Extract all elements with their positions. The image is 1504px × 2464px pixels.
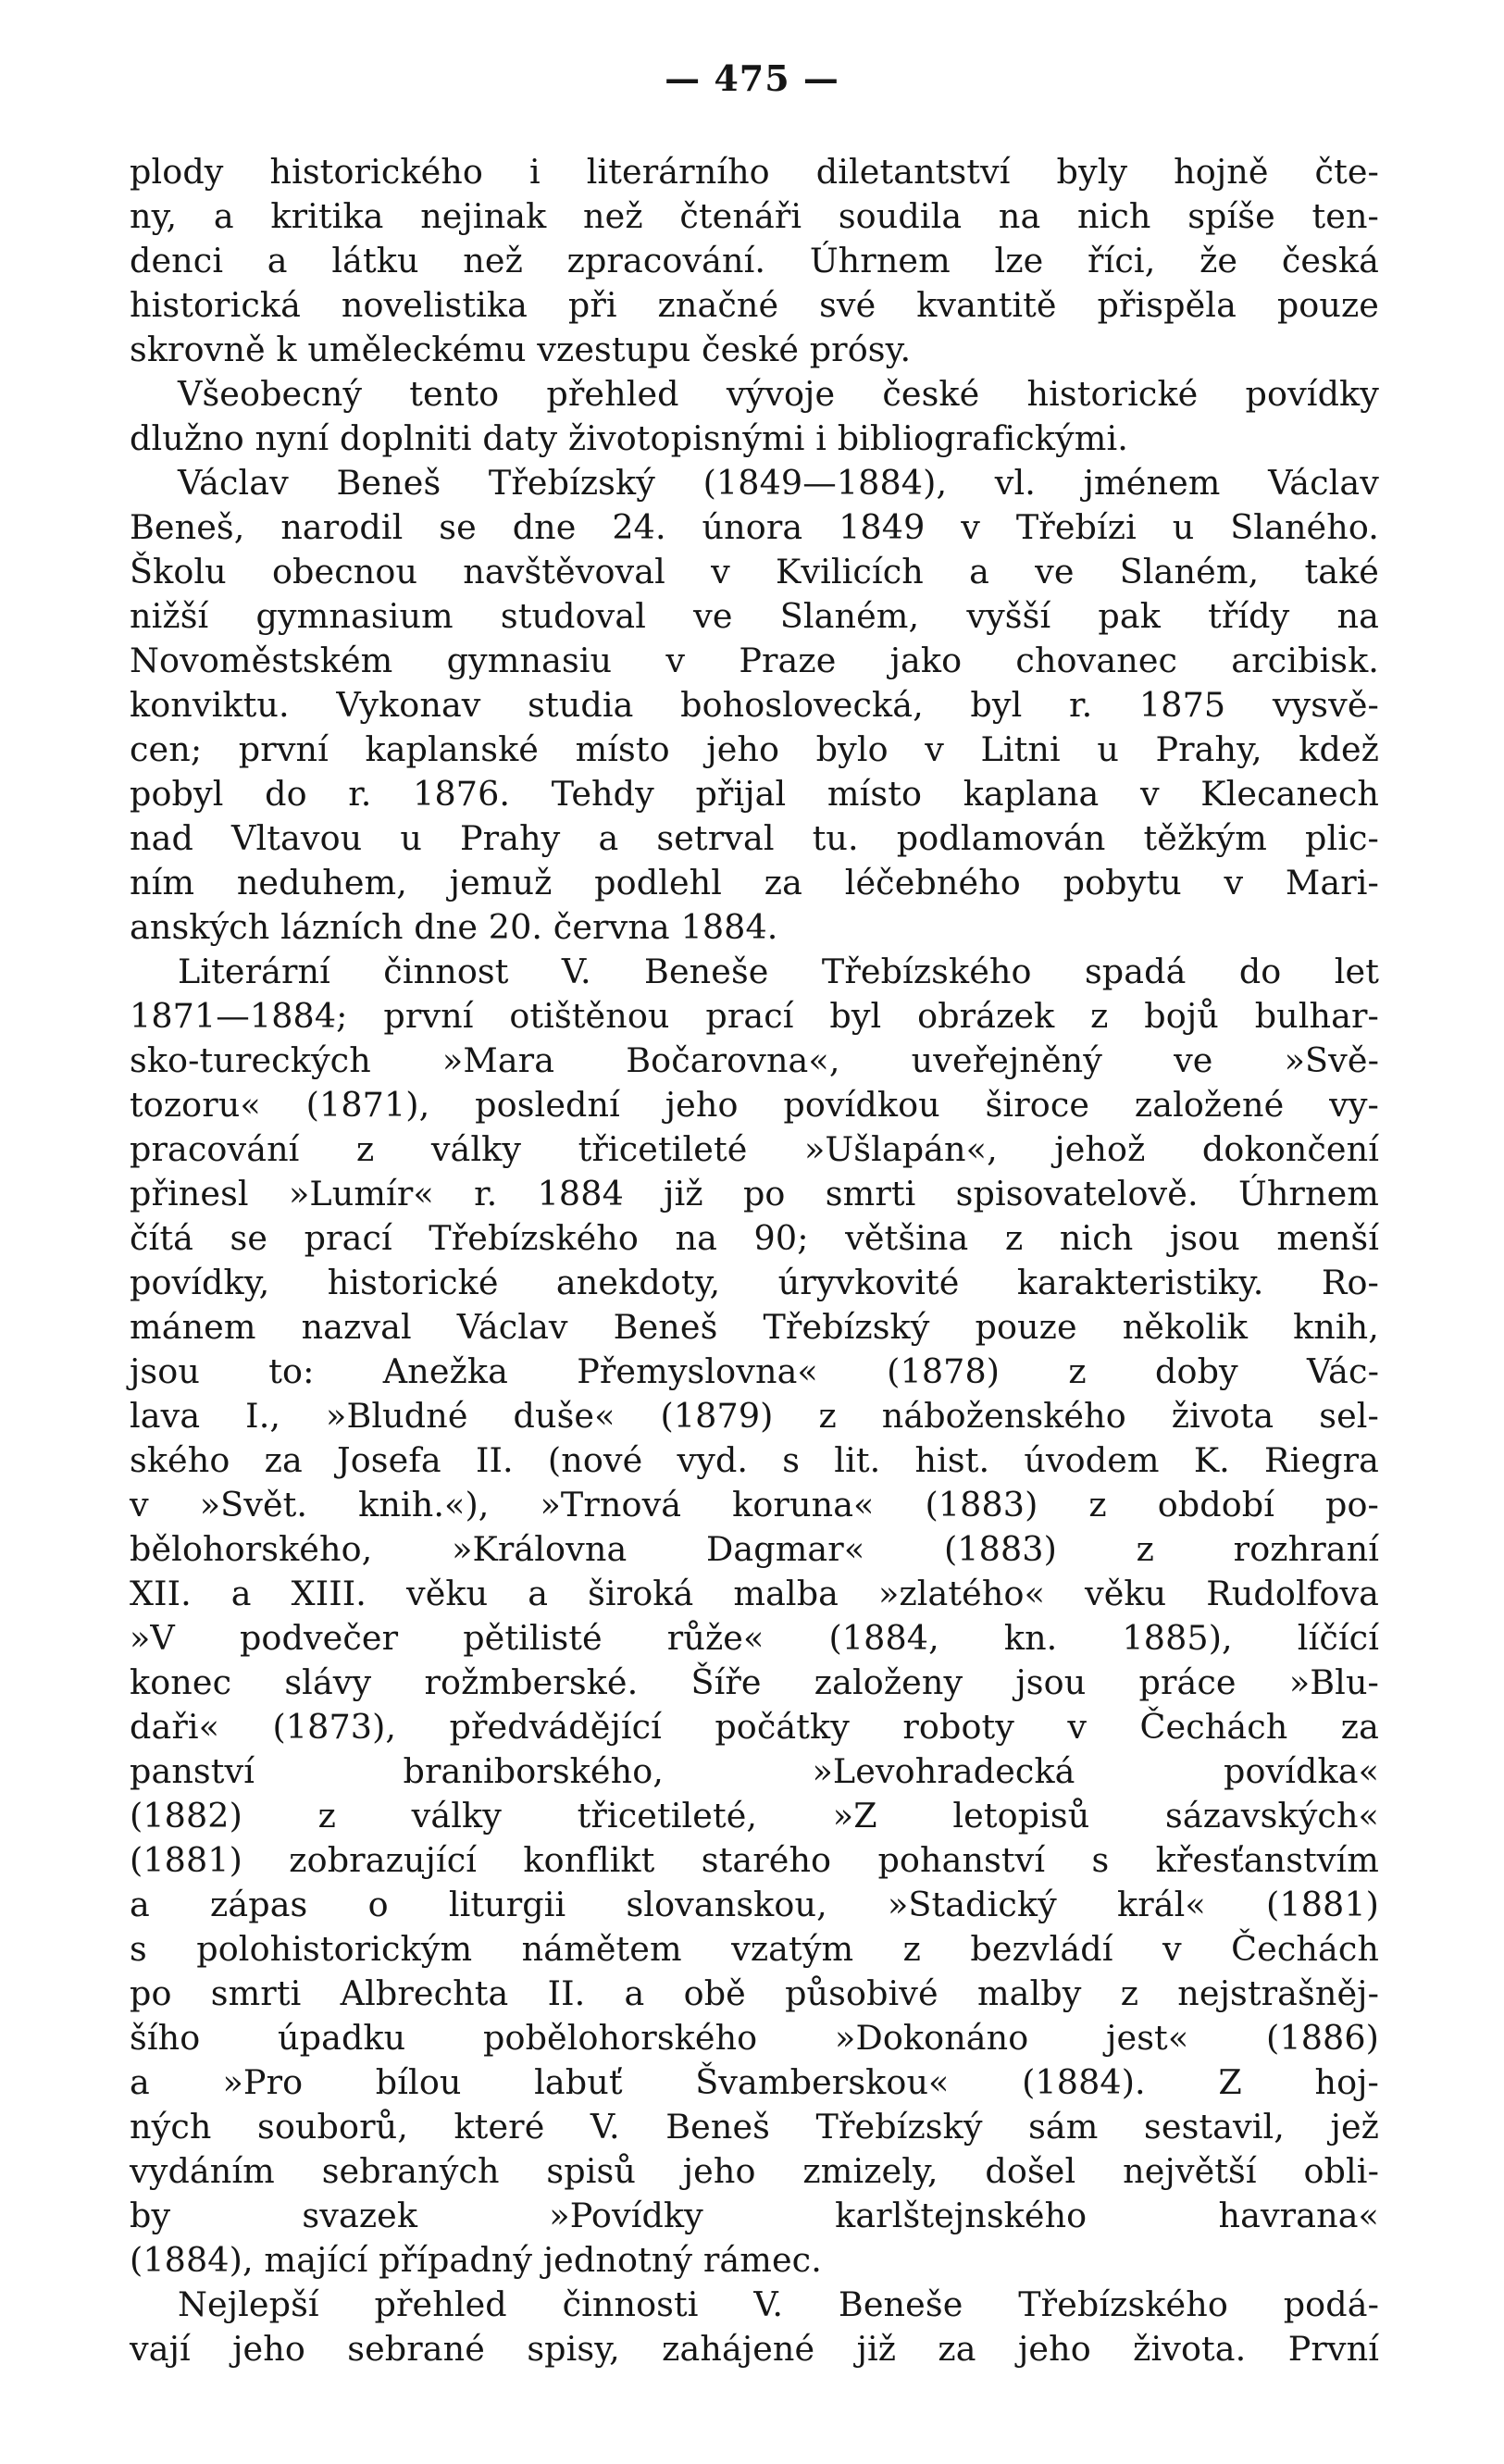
text-line: plody historického i literárního diletantství byly hojně čte- <box>130 152 1379 192</box>
text-line: s polohistorickým námětem vzatým z bezvládí v Čechách <box>130 1929 1379 1969</box>
text-line: Nejlepší přehled činnosti V. Beneše Třebízského podá- <box>178 2284 1379 2324</box>
body-text <box>130 150 1379 2371</box>
text-line: po smrti Albrechta II. a obě působivé malby z nejstrašněj- <box>130 1973 1379 2013</box>
text-line: 1871—1884; první otištěnou prací byl obrázek z bojů bulhar- <box>130 996 1379 1036</box>
text-line: daři« (1873), předvádějící počátky roboty v Čechách za <box>130 1707 1379 1747</box>
text-line: cen; první kaplanské místo jeho bylo v Litni u Prahy, kdež <box>130 729 1379 769</box>
text-line: anských lázních dne 20. června 1884. <box>130 907 778 947</box>
text-line: (1882) z války třicetileté, »Z letopisů sázavských« <box>130 1796 1379 1836</box>
text-line: Školu obecnou navštěvoval v Kvilicích a ve Slaném, také <box>130 552 1379 591</box>
text-line: Novoměstském gymnasiu v Praze jako chovanec arcibisk. <box>130 641 1379 680</box>
text-line: skrovně k uměleckému vzestupu české prósy. <box>130 330 912 369</box>
text-line: (1881) zobrazující konflikt starého pohanství s křesťanstvím <box>130 1840 1379 1880</box>
text-line: XII. a XIII. věku a široká malba »zlatého« věku Rudolfova <box>130 1574 1379 1613</box>
text-line: Všeobecný tento přehled vývoje české historické povídky <box>178 374 1379 414</box>
text-line: ny, a kritika nejinak než čtenáři soudila na nich spíše ten- <box>130 196 1379 236</box>
text-line: Beneš, narodil se dne 24. února 1849 v Třebízi u Slaného. <box>130 507 1379 547</box>
text-line: vydáním sebraných spisů jeho zmizely, došel největší obli- <box>130 2151 1379 2191</box>
text-line: ského za Josefa II. (nové vyd. s lit. hist. úvodem K. Riegra <box>130 1440 1379 1480</box>
text-line: šího úpadku pobělohorského »Dokonáno jest« (1886) <box>130 2018 1379 2058</box>
text-line: v »Svět. knih.«), »Trnová koruna« (1883) z období po- <box>130 1485 1379 1524</box>
text-line: Václav Beneš Třebízský (1849—1884), vl. jménem Václav <box>178 463 1379 503</box>
text-line: »V podvečer pětilisté růže« (1884, kn. 1885), líčící <box>130 1618 1379 1658</box>
text-line: jsou to: Anežka Přemyslovna« (1878) z doby Vác- <box>130 1351 1379 1391</box>
text-line: pobyl do r. 1876. Tehdy přijal místo kaplana v Klecanech <box>130 774 1379 814</box>
text-line: dlužno nyní doplniti daty životopisnými i bibliografickými. <box>130 418 1128 458</box>
text-line: nad Vltavou u Prahy a setrval tu. podlamován těžkým plic- <box>130 818 1379 858</box>
text-line: by svazek »Povídky karlštejnského havrana« <box>130 2196 1379 2235</box>
text-line: přinesl »Lumír« r. 1884 již po smrti spisovatelově. Úhrnem <box>130 1174 1379 1213</box>
text-line: mánem nazval Václav Beneš Třebízský pouze několik knih, <box>130 1307 1379 1347</box>
text-line: pracování z války třicetileté »Ušlapán«, jehož dokončení <box>130 1129 1379 1169</box>
text-line: tozoru« (1871), poslední jeho povídkou široce založené vy- <box>130 1085 1379 1125</box>
text-line: ných souborů, které V. Beneš Třebízský sám sestavil, jež <box>130 2107 1379 2147</box>
text-line: denci a látku než zpracování. Úhrnem lze říci, že česká <box>130 241 1379 280</box>
text-line: lava I., »Bludné duše« (1879) z náboženského života sel- <box>130 1396 1379 1436</box>
text-line: bělohorského, »Královna Dagmar« (1883) z rozhraní <box>130 1529 1379 1569</box>
text-line: Literární činnost V. Beneše Třebízského spadá do let <box>178 952 1379 991</box>
text-line: povídky, historické anekdoty, úryvkovité karakteristiky. Ro- <box>130 1263 1379 1302</box>
text-line: a »Pro bílou labuť Švamberskou« (1884). Z hoj- <box>130 2062 1379 2102</box>
text-line: vají jeho sebrané spisy, zahájené již za jeho života. První <box>130 2329 1379 2369</box>
page-number: — 475 — <box>665 57 839 99</box>
text-line: panství braniborského, »Levohradecká povídka« <box>130 1751 1379 1791</box>
text-line: čítá se prací Třebízského na 90; většina z nich jsou menší <box>130 1218 1379 1258</box>
text-line: (1884), mající případný jednotný rámec. <box>130 2240 822 2280</box>
text-line: konviktu. Vykonav studia bohoslovecká, byl r. 1875 vysvě- <box>130 685 1379 725</box>
text-line: historická novelistika při značné své kvantitě přispěla pouze <box>130 285 1379 325</box>
text-line: nižší gymnasium studoval ve Slaném, vyšší pak třídy na <box>130 596 1379 636</box>
text-line: konec slávy rožmberské. Šíře založeny jsou práce »Blu- <box>130 1662 1379 1702</box>
text-line: sko-tureckých »Mara Bočarovna«, uveřejněný ve »Svě- <box>130 1040 1379 1080</box>
text-line: a zápas o liturgii slovanskou, »Stadický král« (1881) <box>130 1885 1379 1924</box>
text-line: ním neduhem, jemuž podlehl za léčebného pobytu v Mari- <box>130 863 1379 902</box>
